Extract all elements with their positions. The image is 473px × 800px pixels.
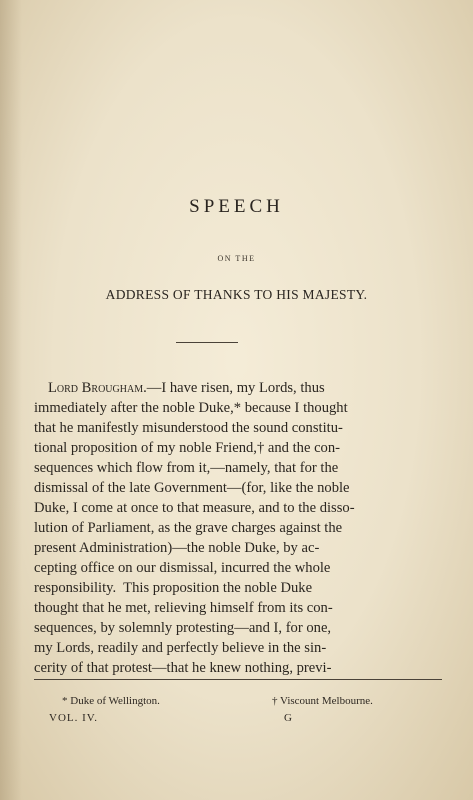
- volume-signature: VOL. IV.: [49, 712, 99, 724]
- body-line-text: sequences, by solemnly protesting—and I, for one,: [34, 620, 332, 636]
- body-line-text: Duke, I come at once to that measure, and to the disso-: [34, 500, 355, 516]
- speaker-name: Lord Brougham.: [48, 380, 147, 396]
- body-line-text: lution of Parliament, as the grave charges against the: [34, 520, 343, 536]
- body-line: [34, 478, 442, 498]
- body-line-text: dismissal of the late Government—(for, like the noble: [34, 480, 350, 496]
- body-line-text: thought that he met, relieving himself from its con-: [34, 600, 333, 616]
- body-line: [34, 498, 442, 518]
- short-divider: [176, 342, 238, 343]
- body-line: [34, 578, 442, 598]
- body-line-text: sequences which flow from it,—namely, that for the: [34, 460, 339, 476]
- body-line-text: —I have risen, my Lords, thus: [146, 380, 325, 396]
- body-line: [34, 618, 442, 638]
- body-line-text: cepting office on our dismissal, incurred the whole: [34, 560, 331, 576]
- body-line-text: tional proposition of my noble Friend,† and the con-: [34, 440, 341, 456]
- body-line: [34, 558, 442, 578]
- footnote-wellington: * Duke of Wellington.: [62, 695, 160, 707]
- footnote-melbourne: † Viscount Melbourne.: [272, 695, 373, 707]
- body-line: [34, 438, 442, 458]
- body-line-text: immediately after the noble Duke,* because I thought: [34, 400, 348, 416]
- body-line: [34, 658, 442, 678]
- body-line: [34, 418, 442, 438]
- sheet-signature: G: [284, 712, 292, 724]
- body-line-text: cerity of that protest—that he knew nothing, previ-: [34, 660, 332, 676]
- speech-title: SPEECH: [189, 196, 284, 217]
- body-line-text: responsibility. This proposition the noble Duke: [34, 580, 313, 596]
- body-line-text: present Administration)—the noble Duke, by ac-: [34, 540, 320, 556]
- body-line: [34, 598, 442, 618]
- body-line: [34, 458, 442, 478]
- on-the-subtitle: ON THE: [217, 254, 256, 263]
- address-heading: ADDRESS OF THANKS TO HIS MAJESTY.: [105, 287, 368, 302]
- body-line: [34, 378, 442, 398]
- speech-body: [34, 378, 442, 678]
- body-line-text: that he manifestly misunderstood the sound constitu-: [34, 420, 343, 436]
- footnote-divider: [34, 679, 442, 680]
- body-line: [34, 518, 442, 538]
- body-line: [34, 398, 442, 418]
- body-line: [34, 638, 442, 658]
- body-line: [34, 538, 442, 558]
- body-line-text: my Lords, readily and perfectly believe in the sin-: [34, 640, 327, 656]
